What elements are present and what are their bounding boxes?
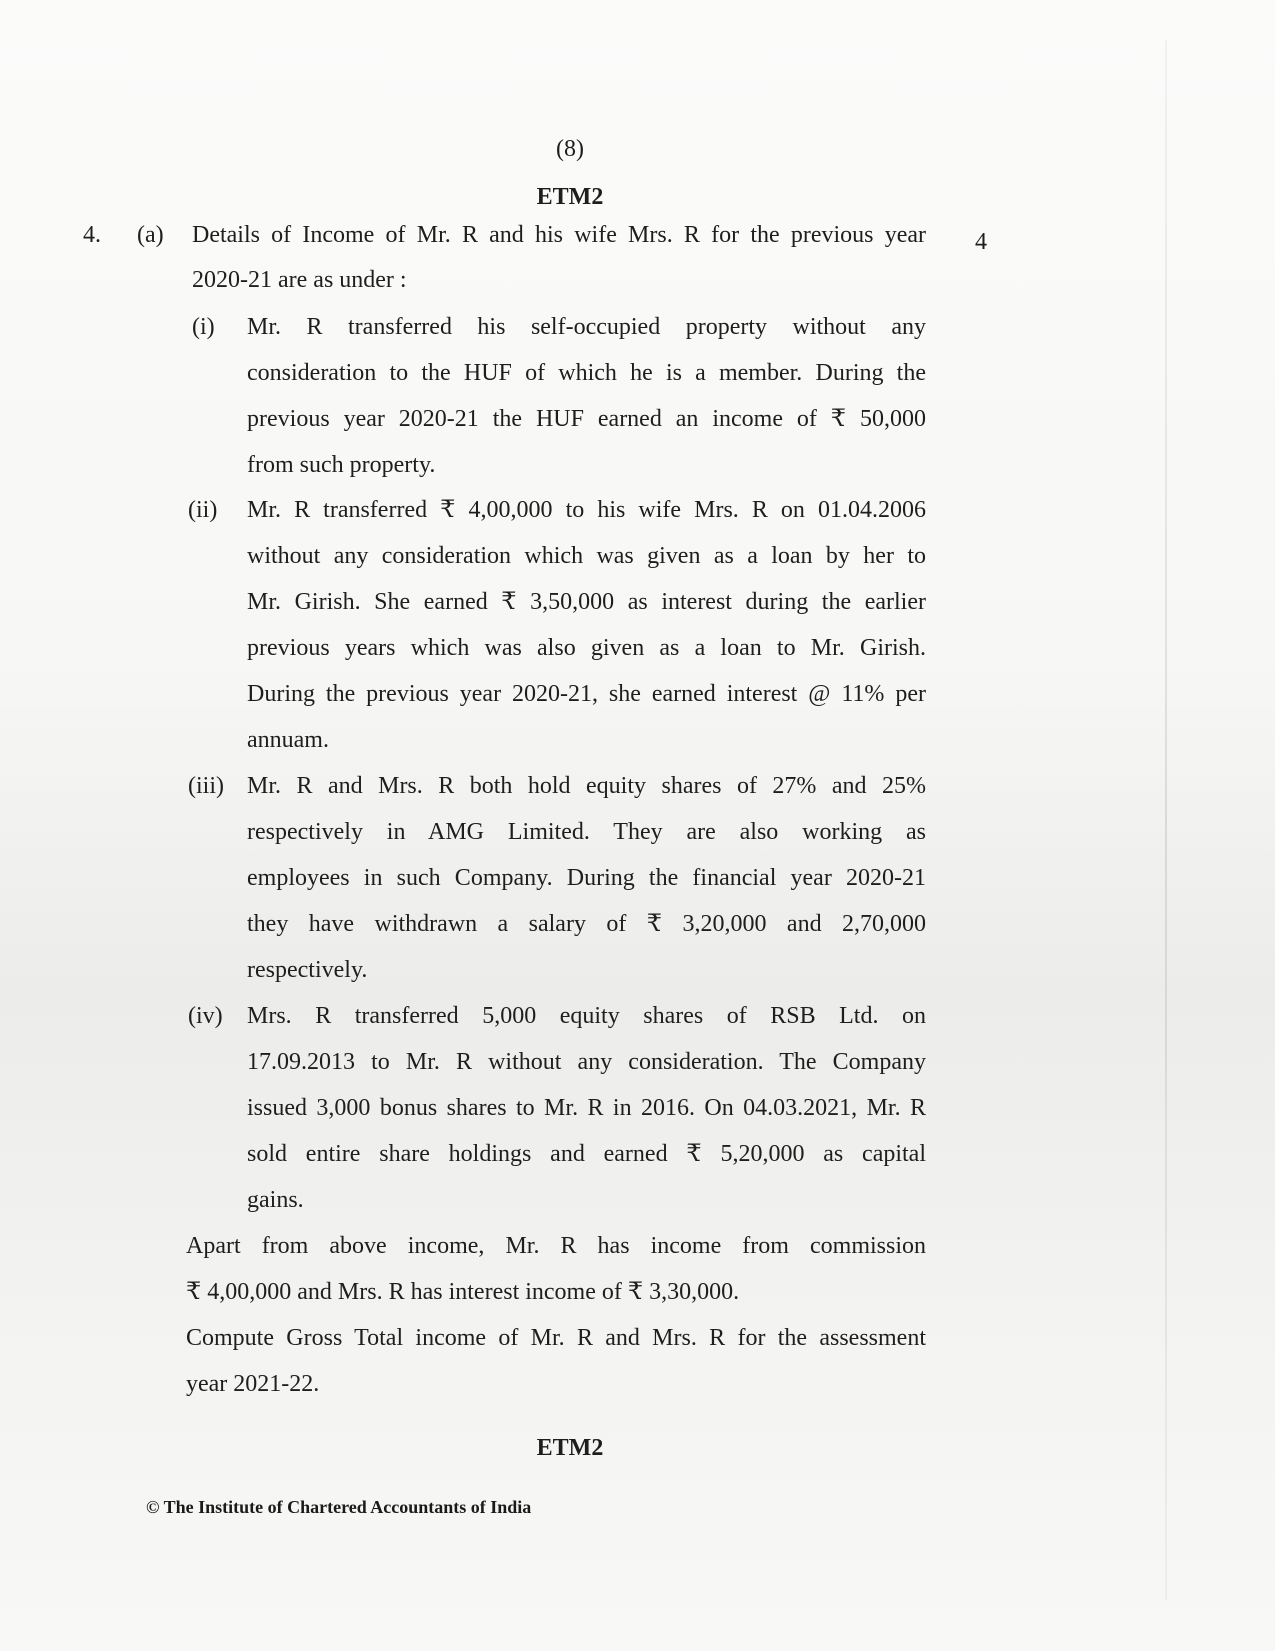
closing-line: ₹ 4,00,000 and Mrs. R has interest income of ₹ 3,30,000.	[186, 1279, 740, 1305]
item-label: (i)	[192, 314, 215, 340]
item-line: During the previous year 2020-21, she earned interest @ 11% per	[247, 681, 926, 707]
item-line: respectively.	[247, 957, 368, 983]
copyright-notice: © The Institute of Chartered Accountants of India	[146, 1497, 532, 1517]
item-line: employees in such Company. During the financial year 2020-21	[247, 865, 926, 891]
item-line: Mr. R transferred his self-occupied property without any	[247, 314, 926, 340]
item-line: from such property.	[247, 452, 436, 478]
item-label: (ii)	[188, 497, 218, 523]
closing-line: year 2021-22.	[186, 1371, 320, 1397]
question-number: 4.	[83, 222, 101, 248]
item-line: 17.09.2013 to Mr. R without any consideration. The Company	[247, 1049, 926, 1075]
item-label: (iii)	[188, 773, 224, 799]
marks-value: 4	[975, 229, 987, 255]
item-line: previous year 2020-21 the HUF earned an income of ₹ 50,000	[247, 406, 926, 432]
paper-code-bottom: ETM2	[536, 1435, 604, 1461]
item-line: Mr. R and Mrs. R both hold equity shares of 27% and 25%	[247, 773, 926, 799]
page-number: (8)	[556, 136, 584, 162]
item-line: Mr. Girish. She earned ₹ 3,50,000 as interest during the earlier	[247, 589, 926, 615]
item-label: (iv)	[188, 1003, 223, 1029]
item-line: Mrs. R transferred 5,000 equity shares of RSB Ltd. on	[247, 1003, 926, 1029]
closing-line: Apart from above income, Mr. R has income from commission	[186, 1233, 926, 1259]
item-line: annuam.	[247, 727, 329, 753]
item-line: previous years which was also given as a loan to Mr. Girish.	[247, 635, 926, 661]
item-line: sold entire share holdings and earned ₹ 5,20,000 as capital	[247, 1141, 926, 1167]
item-line: they have withdrawn a salary of ₹ 3,20,000 and 2,70,000	[247, 911, 926, 937]
item-line: Mr. R transferred ₹ 4,00,000 to his wife Mrs. R on 01.04.2006	[247, 497, 926, 523]
scan-edge-shadow	[1165, 40, 1167, 1600]
paper-code-top: ETM2	[536, 184, 604, 210]
item-line: gains.	[247, 1187, 304, 1213]
intro-line: Details of Income of Mr. R and his wife Mrs. R for the previous year	[192, 222, 926, 248]
intro-line: 2020-21 are as under :	[192, 267, 407, 293]
item-line: without any consideration which was given as a loan by her to	[247, 543, 926, 569]
item-line: issued 3,000 bonus shares to Mr. R in 2016. On 04.03.2021, Mr. R	[247, 1095, 926, 1121]
closing-line: Compute Gross Total income of Mr. R and Mrs. R for the assessment	[186, 1325, 926, 1351]
item-line: respectively in AMG Limited. They are also working as	[247, 819, 926, 845]
item-line: consideration to the HUF of which he is a member. During the	[247, 360, 926, 386]
question-part: (a)	[137, 222, 164, 248]
